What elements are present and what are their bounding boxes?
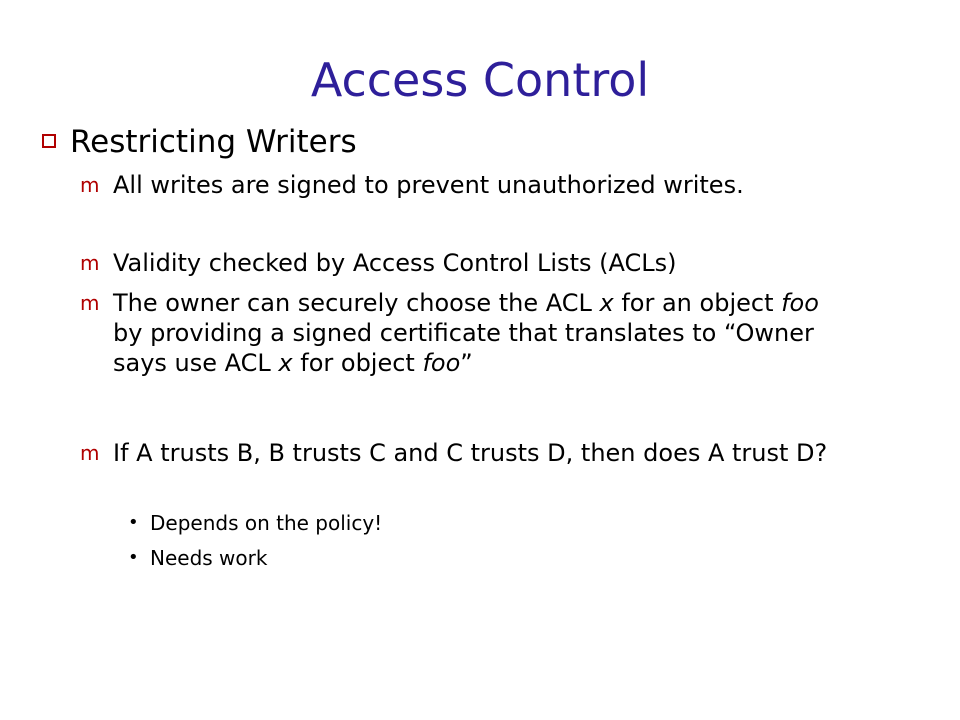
slide-title: Access Control	[310, 53, 650, 107]
italic-foo: foo	[422, 349, 461, 377]
text-segment: by providing a signed certificate that translates to “Owner says use ACL	[113, 319, 814, 377]
italic-x: x	[278, 349, 293, 377]
m-bullet-icon: m	[80, 173, 100, 197]
text-segment: ”	[460, 349, 473, 377]
sub-sub-bullet-needs-work	[128, 545, 267, 571]
bullet-restricting-writers	[42, 123, 357, 161]
bullet-text	[113, 288, 840, 378]
sub-sub-bullet-policy	[128, 510, 382, 536]
sub-bullet-validity	[80, 248, 840, 278]
bullet-text: Depends on the policy!	[150, 511, 383, 535]
bullet-text: If A trusts B, B trusts C and C trusts D, then does A trust D?	[113, 439, 828, 467]
text-segment: for object	[292, 349, 423, 377]
sub-bullet-signed-writes	[80, 170, 840, 200]
italic-x: x	[599, 289, 614, 317]
bullet-text: Restricting Writers	[70, 124, 357, 160]
bullet-text: All writes are signed to prevent unauthorized writes.	[113, 171, 744, 199]
text-segment: for an object	[613, 289, 782, 317]
sub-bullet-owner-acl	[80, 288, 840, 378]
m-bullet-icon: m	[80, 291, 100, 315]
text-segment: The owner can securely choose the ACL	[113, 289, 600, 317]
m-bullet-icon: m	[80, 251, 100, 275]
bullet-text: Needs work	[150, 546, 268, 570]
dot-bullet-icon: •	[128, 512, 139, 533]
bullet-text: Validity checked by Access Control Lists (ACLs)	[113, 249, 677, 277]
sub-bullet-trust-question	[80, 438, 840, 468]
italic-foo: foo	[781, 289, 819, 317]
m-bullet-icon: m	[80, 441, 100, 465]
dot-bullet-icon: •	[128, 547, 139, 568]
hollow-square-bullet-icon	[42, 134, 56, 148]
